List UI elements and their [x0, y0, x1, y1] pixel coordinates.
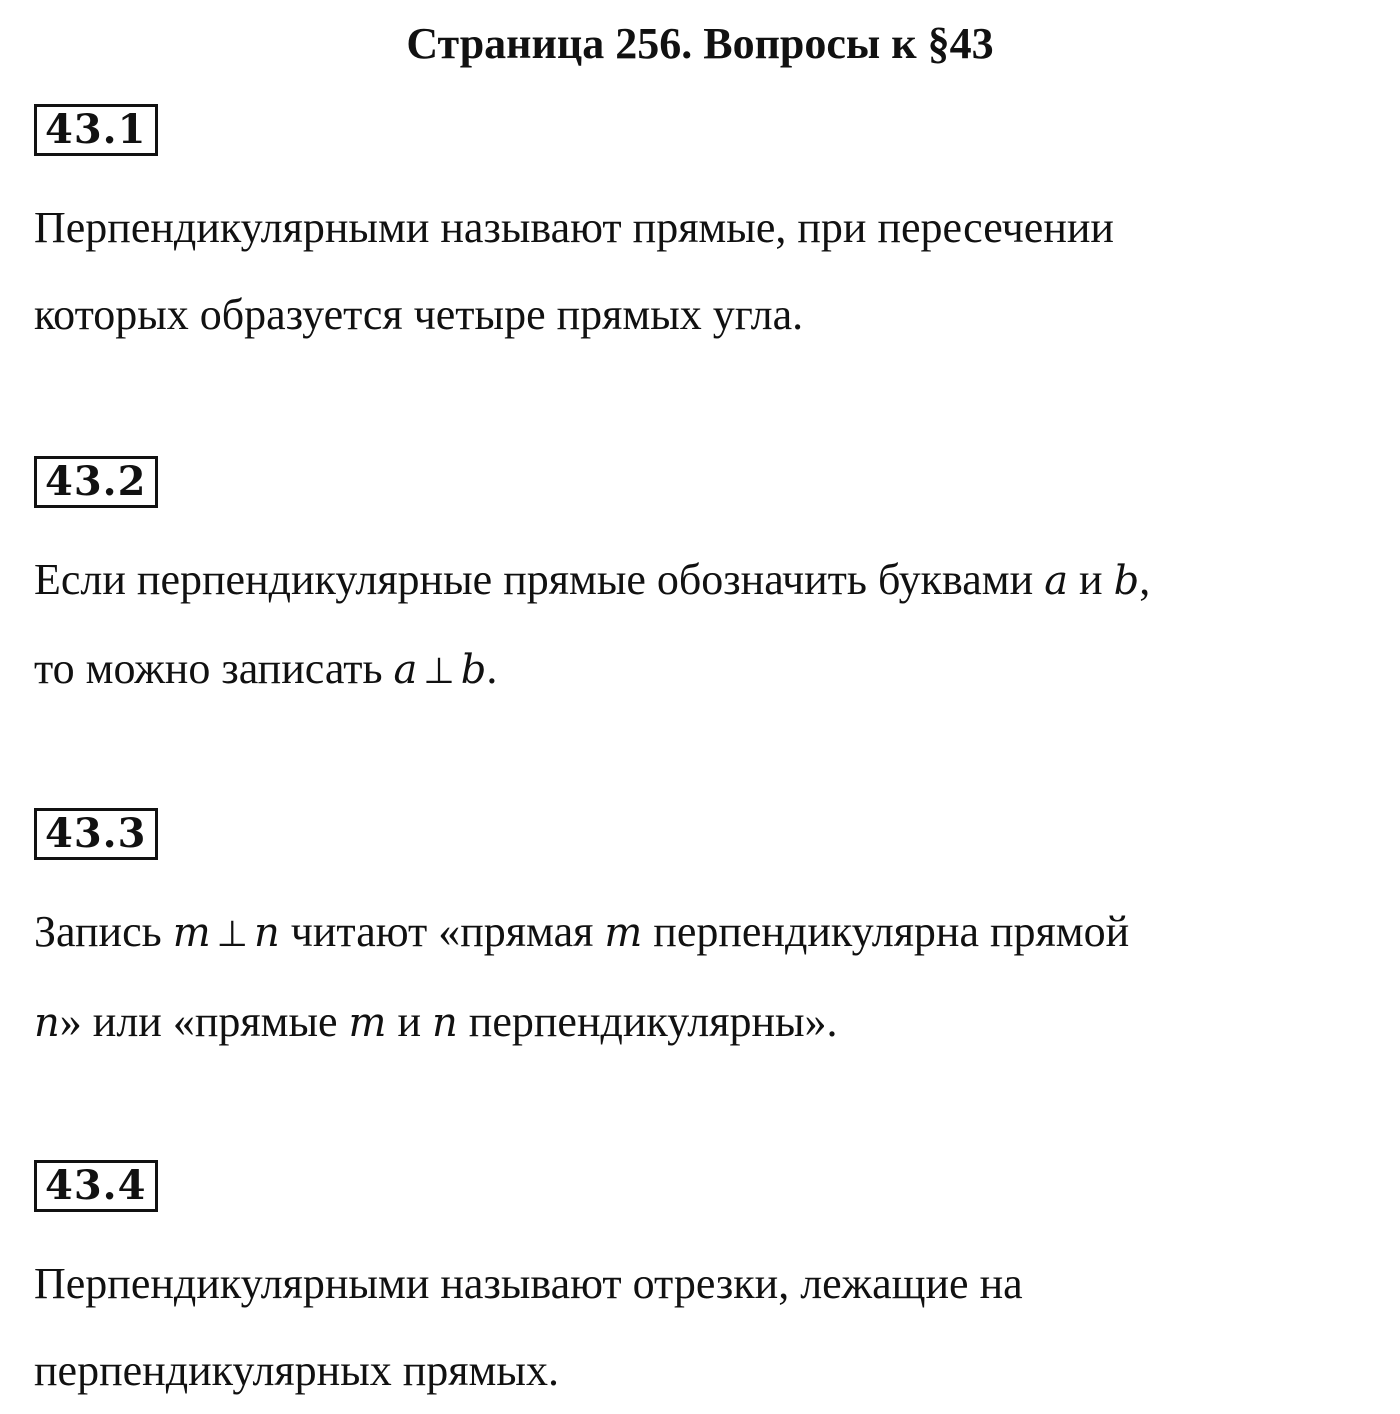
math-variable-n: n — [34, 1000, 60, 1046]
question-number-badge: 43.2 — [34, 456, 158, 508]
answer-text — [34, 184, 1374, 358]
question-number-badge: 43.3 — [34, 808, 158, 860]
math-variable-n: n — [432, 1000, 458, 1046]
math-variable-a: a — [393, 647, 418, 693]
answer-line — [34, 888, 1374, 978]
math-variable-m: m — [604, 910, 643, 956]
math-variable-b: b — [1113, 558, 1140, 604]
text-fragment: , — [1139, 555, 1151, 604]
text-fragment: » или «прямые — [59, 997, 349, 1046]
answer-line: которых образуется четыре прямых угла. — [34, 290, 804, 339]
text-fragment: перпендикулярны». — [457, 997, 838, 1046]
math-variable-a: a — [1044, 558, 1069, 604]
text-fragment: Если перпендикулярные прямые обозначить буквами — [34, 555, 1045, 604]
text-fragment: и — [386, 997, 433, 1046]
perpendicular-symbol: ⊥ — [423, 651, 455, 692]
answer-text — [34, 1240, 1374, 1414]
math-variable-m: m — [172, 910, 211, 956]
perpendicular-symbol: ⊥ — [216, 914, 248, 955]
answer-line: Перпендикулярными называют отрезки, лежащие на — [34, 1259, 1023, 1308]
text-fragment: перпендикулярна прямой — [642, 907, 1130, 956]
text-fragment: читают «прямая — [279, 907, 605, 956]
question-number-badge: 43.1 — [34, 104, 158, 156]
answer-text — [34, 536, 1374, 715]
answer-line — [34, 625, 1374, 715]
question-43-1 — [34, 104, 1374, 358]
question-43-4 — [34, 1160, 1374, 1414]
question-43-2 — [34, 456, 1374, 715]
math-variable-m: m — [348, 1000, 387, 1046]
question-43-3 — [34, 808, 1374, 1067]
math-variable-b: b — [460, 647, 487, 693]
answer-text — [34, 888, 1374, 1067]
question-number-badge: 43.4 — [34, 1160, 158, 1212]
answer-line — [34, 978, 1374, 1067]
math-variable-n: n — [253, 910, 280, 956]
text-fragment: Запись — [34, 907, 173, 956]
text-fragment: то можно записать — [34, 644, 394, 693]
text-fragment: и — [1068, 555, 1114, 604]
page-title: Страница 256. Вопросы к §43 — [406, 19, 994, 68]
text-fragment: . — [486, 644, 498, 693]
answer-line: Перпендикулярными называют прямые, при пересечении — [34, 203, 1114, 252]
answer-line — [34, 536, 1374, 625]
answer-line: перпендикулярных прямых. — [34, 1346, 559, 1395]
